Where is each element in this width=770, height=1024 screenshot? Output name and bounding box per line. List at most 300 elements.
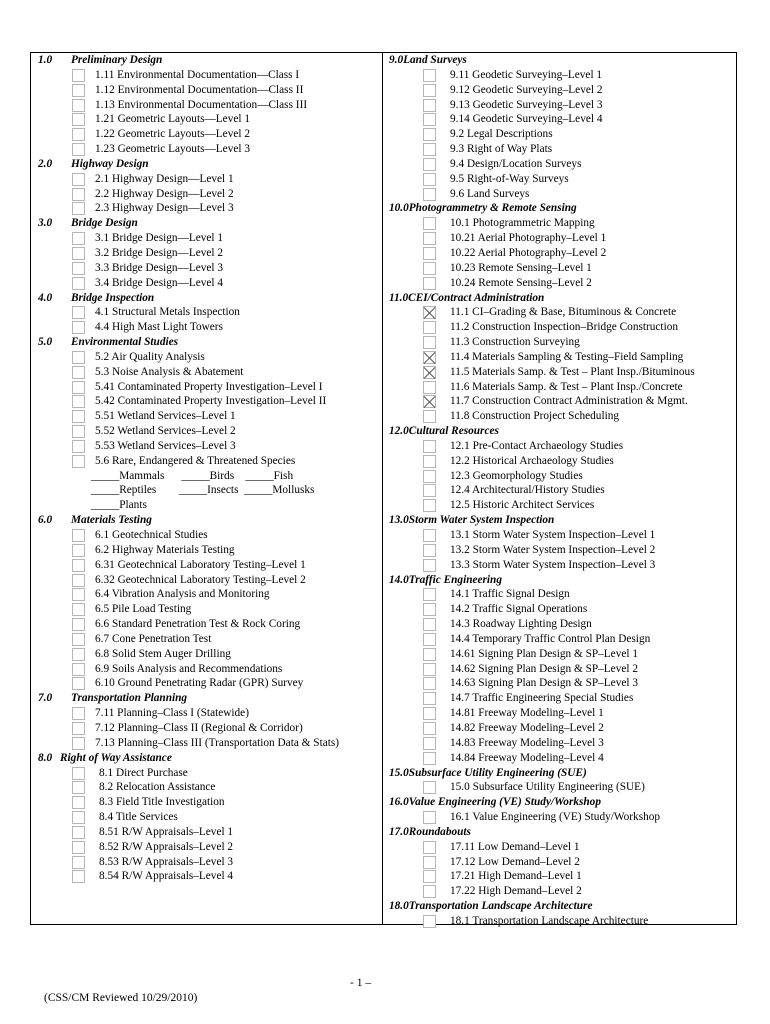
item-label: 9.11 Geodetic Surveying–Level 1 <box>450 68 603 81</box>
section-heading <box>389 573 734 588</box>
item-label: 9.14 Geodetic Surveying–Level 4 <box>450 113 603 126</box>
item-label: 17.12 Low Demand–Level 2 <box>450 855 580 868</box>
checklist-item <box>38 810 378 825</box>
checkbox[interactable] <box>423 470 436 483</box>
item-label: 5.41 Contaminated Property Investigation–Level I <box>95 380 323 393</box>
checkbox[interactable] <box>423 915 436 928</box>
checkbox[interactable] <box>72 648 85 661</box>
item-label: 12.3 Geomorphology Studies <box>450 469 583 482</box>
item-label: 6.10 Ground Penetrating Radar (GPR) Survey <box>95 677 304 690</box>
section-heading <box>389 201 734 216</box>
checkbox[interactable] <box>72 722 85 735</box>
left-column <box>38 53 378 884</box>
section-number: 3.0 <box>38 217 53 230</box>
checkbox[interactable] <box>423 588 436 601</box>
checkbox[interactable] <box>423 306 436 319</box>
section-heading <box>38 157 378 172</box>
species-options[interactable]: _____Mammals _____Birds _____Fish <box>91 469 294 482</box>
checklist-item <box>389 469 734 484</box>
checkbox[interactable] <box>423 395 436 408</box>
section-title: Materials Testing <box>71 514 152 527</box>
section-heading <box>38 53 378 68</box>
item-label: 2.2 Highway Design—Level 2 <box>95 187 234 200</box>
checklist-item <box>38 305 378 320</box>
section-number: 14.0 <box>389 573 409 586</box>
column-divider <box>382 52 383 925</box>
checklist-item <box>389 246 734 261</box>
checklist-item <box>389 706 734 721</box>
section-number: 5.0 <box>38 336 53 349</box>
item-label: 4.4 High Mast Light Towers <box>95 321 223 334</box>
section-title: Transportation Planning <box>71 692 188 705</box>
right-column <box>389 53 734 929</box>
checkbox[interactable] <box>423 410 436 423</box>
checkbox[interactable] <box>423 752 436 765</box>
checklist-item <box>38 261 378 276</box>
item-label: 18.1 Transportation Landscape Architecture <box>450 914 649 927</box>
checkbox[interactable] <box>423 707 436 720</box>
item-label: 6.1 Geotechnical Studies <box>95 529 208 541</box>
checkbox[interactable] <box>72 574 85 587</box>
checklist-item <box>38 780 378 795</box>
checkbox[interactable] <box>72 277 85 290</box>
checkbox[interactable] <box>72 173 85 186</box>
checkbox[interactable] <box>72 737 85 750</box>
checklist-item <box>389 112 734 127</box>
checklist-item <box>38 439 378 454</box>
page-number: - 1 – <box>350 977 372 989</box>
checkbox[interactable] <box>72 202 85 215</box>
item-label: 2.1 Highway Design—Level 1 <box>95 172 234 185</box>
section-title: Traffic Engineering <box>408 573 502 586</box>
checklist-item <box>389 721 734 736</box>
checkbox[interactable] <box>423 232 436 245</box>
checkbox[interactable] <box>423 544 436 557</box>
item-label: 6.9 Soils Analysis and Recommendations <box>95 662 283 675</box>
checkbox[interactable] <box>72 603 85 616</box>
checkbox[interactable] <box>423 559 436 572</box>
checklist-item <box>38 632 378 647</box>
section-number: 10.0 <box>389 202 409 215</box>
item-label: 13.2 Storm Water System Inspection–Level 2 <box>450 543 656 556</box>
checkbox[interactable] <box>72 544 85 557</box>
checklist-item <box>389 914 734 929</box>
item-label: 5.42 Contaminated Property Investigation–Level II <box>95 395 327 408</box>
item-label: 9.2 Legal Descriptions <box>450 128 553 141</box>
checkbox[interactable] <box>72 395 85 408</box>
checkbox[interactable] <box>423 440 436 453</box>
checkbox[interactable] <box>423 648 436 661</box>
section-heading <box>389 424 734 439</box>
checkbox[interactable] <box>423 99 436 112</box>
item-label: 6.6 Standard Penetration Test & Rock Coring <box>95 618 301 631</box>
item-label: 11.1 CI–Grading & Base, Bituminous & Concrete <box>450 306 677 319</box>
item-label: 11.8 Construction Project Scheduling <box>450 410 620 423</box>
checkbox[interactable] <box>423 811 436 824</box>
checkbox[interactable] <box>423 143 436 156</box>
item-label: 1.21 Geometric Layouts—Level 1 <box>95 113 250 126</box>
item-label: 14.61 Signing Plan Design & SP–Level 1 <box>450 647 638 660</box>
checklist-item <box>389 662 734 677</box>
checkbox[interactable] <box>423 336 436 349</box>
checkbox[interactable] <box>423 722 436 735</box>
section-title: Environmental Studies <box>71 336 179 349</box>
checkbox[interactable] <box>72 306 85 319</box>
checkbox[interactable] <box>423 321 436 334</box>
checklist-item <box>389 632 734 647</box>
item-label: 14.63 Signing Plan Design & SP–Level 3 <box>450 677 638 690</box>
checklist-item <box>38 825 378 840</box>
checklist-item <box>389 68 734 83</box>
item-label: 14.1 Traffic Signal Design <box>450 588 570 601</box>
section-heading <box>389 795 734 810</box>
item-label: 1.11 Environmental Documentation—Class I <box>95 68 300 81</box>
checkbox[interactable] <box>72 99 85 112</box>
checkbox[interactable] <box>72 796 85 809</box>
checkbox[interactable] <box>72 69 85 82</box>
checklist-item <box>38 365 378 380</box>
checklist-item <box>389 869 734 884</box>
checkbox[interactable] <box>72 232 85 245</box>
item-label: 10.22 Aerial Photography–Level 2 <box>450 246 607 259</box>
checkbox[interactable] <box>72 529 85 542</box>
checkbox[interactable] <box>72 663 85 676</box>
checkbox[interactable] <box>72 856 85 869</box>
checklist-item <box>389 305 734 320</box>
checklist-item <box>389 676 734 691</box>
checkbox[interactable] <box>423 841 436 854</box>
section-title: Land Surveys <box>403 54 467 66</box>
checkbox[interactable] <box>423 277 436 290</box>
checkbox[interactable] <box>72 143 85 156</box>
item-label: 8.51 R/W Appraisals–Level 1 <box>99 825 234 838</box>
checklist-item <box>389 736 734 751</box>
item-label: 5.51 Wetland Services–Level 1 <box>95 410 236 423</box>
checklist-item <box>38 231 378 246</box>
item-label: 1.23 Geometric Layouts—Level 3 <box>95 143 250 156</box>
item-label: 13.3 Storm Water System Inspection–Level 3 <box>450 558 656 571</box>
checkbox[interactable] <box>423 870 436 883</box>
section-heading <box>389 766 734 781</box>
section-heading <box>38 216 378 231</box>
checklist-item <box>389 409 734 424</box>
section-heading <box>38 751 378 766</box>
section-title: Preliminary Design <box>71 54 163 66</box>
checklist-item <box>389 231 734 246</box>
item-label: 7.11 Planning–Class I (Statewide) <box>95 707 249 720</box>
checklist-item <box>389 276 734 291</box>
checklist-item <box>38 83 378 98</box>
section-title: Bridge Design <box>71 217 138 230</box>
item-label: 3.4 Bridge Design—Level 4 <box>95 276 224 289</box>
checkbox[interactable] <box>72 381 85 394</box>
checklist-item <box>389 142 734 157</box>
item-label: 9.6 Land Surveys <box>450 187 530 200</box>
item-label: 6.32 Geotechnical Laboratory Testing–Level 2 <box>95 573 306 586</box>
checklist-item <box>38 394 378 409</box>
section-number: 16.0 <box>389 796 409 809</box>
checklist-item <box>38 617 378 632</box>
item-label: 11.3 Construction Surveying <box>450 336 580 349</box>
item-label: 5.53 Wetland Services–Level 3 <box>95 439 236 452</box>
item-label: 8.4 Title Services <box>99 811 178 824</box>
checkbox[interactable] <box>72 826 85 839</box>
checklist-item <box>38 543 378 558</box>
checklist-item <box>38 454 378 469</box>
checkbox[interactable] <box>423 351 436 364</box>
item-label: 8.52 R/W Appraisals–Level 2 <box>99 840 234 853</box>
checkbox[interactable] <box>423 84 436 97</box>
checklist-item <box>38 142 378 157</box>
section-heading <box>389 513 734 528</box>
section-number: 2.0 <box>38 157 53 170</box>
checklist-item <box>38 98 378 113</box>
item-label: 3.1 Bridge Design—Level 1 <box>95 232 224 245</box>
species-line <box>38 469 378 484</box>
item-label: 1.12 Environmental Documentation—Class II <box>95 83 304 96</box>
checkbox[interactable] <box>423 618 436 631</box>
item-label: 9.4 Design/Location Surveys <box>450 157 582 170</box>
checklist-item <box>389 855 734 870</box>
section-title: Cultural Resources <box>408 425 499 438</box>
checkbox[interactable] <box>72 455 85 468</box>
item-label: 5.2 Air Quality Analysis <box>95 350 205 363</box>
section-number: 8.0 <box>38 751 53 764</box>
checklist-item <box>389 83 734 98</box>
checklist-item <box>38 766 378 781</box>
item-label: 11.4 Materials Sampling & Testing–Field Sampling <box>450 350 684 363</box>
review-note: (CSS/CM Reviewed 10/29/2010) <box>44 992 198 1004</box>
checkbox[interactable] <box>423 173 436 186</box>
item-label: 8.3 Field Title Investigation <box>99 796 225 809</box>
section-number: 12.0 <box>389 425 409 438</box>
species-options[interactable]: _____Plants <box>91 499 147 512</box>
checkbox[interactable] <box>72 870 85 883</box>
checklist-item <box>38 246 378 261</box>
checkbox[interactable] <box>72 188 85 201</box>
checklist-item <box>38 602 378 617</box>
checkbox[interactable] <box>423 366 436 379</box>
checkbox[interactable] <box>423 158 436 171</box>
checklist-item <box>389 394 734 409</box>
checkbox[interactable] <box>72 321 85 334</box>
checkbox[interactable] <box>423 781 436 794</box>
item-label: 14.82 Freeway Modeling–Level 2 <box>450 721 604 734</box>
checklist-item <box>38 350 378 365</box>
checklist-item <box>389 528 734 543</box>
checkbox[interactable] <box>72 781 85 794</box>
checkbox[interactable] <box>72 841 85 854</box>
checkbox[interactable] <box>72 128 85 141</box>
item-label: 12.1 Pre-Contact Archaeology Studies <box>450 439 624 452</box>
checklist-item <box>38 840 378 855</box>
item-label: 9.13 Geodetic Surveying–Level 3 <box>450 98 603 111</box>
item-label: 14.3 Roadway Lighting Design <box>450 618 592 631</box>
section-number: 13.0 <box>389 514 409 527</box>
checklist-item <box>389 884 734 899</box>
checkbox[interactable] <box>423 529 436 542</box>
checklist-item <box>389 127 734 142</box>
checklist-item <box>389 780 734 795</box>
checklist-item <box>38 573 378 588</box>
checklist-item <box>38 676 378 691</box>
section-number: 4.0 <box>38 291 53 304</box>
checklist-item <box>38 528 378 543</box>
checkbox[interactable] <box>72 113 85 126</box>
section-heading <box>38 513 378 528</box>
item-label: 10.24 Remote Sensing–Level 2 <box>450 276 592 289</box>
species-options[interactable]: _____Reptiles _____Insects _____Mollusks <box>91 484 315 497</box>
section-title: Right of Way Assistance <box>60 751 172 764</box>
checklist-item <box>389 439 734 454</box>
checkbox[interactable] <box>72 247 85 260</box>
checkbox[interactable] <box>72 262 85 275</box>
item-label: 11.2 Construction Inspection–Bridge Construction <box>450 321 679 334</box>
item-label: 12.4 Architectural/History Studies <box>450 484 605 497</box>
checkbox[interactable] <box>72 811 85 824</box>
checkbox[interactable] <box>423 455 436 468</box>
item-label: 9.12 Geodetic Surveying–Level 2 <box>450 83 603 96</box>
item-label: 9.3 Right of Way Plats <box>450 143 553 156</box>
item-label: 17.11 Low Demand–Level 1 <box>450 840 580 853</box>
item-label: 7.12 Planning–Class II (Regional & Corridor) <box>95 721 303 734</box>
checklist-item <box>389 320 734 335</box>
checklist-item <box>38 187 378 202</box>
checkbox[interactable] <box>423 128 436 141</box>
checkbox[interactable] <box>72 767 85 780</box>
checklist-item <box>389 350 734 365</box>
checklist-item <box>389 810 734 825</box>
item-label: 8.53 R/W Appraisals–Level 3 <box>99 855 234 868</box>
checklist-item <box>389 498 734 513</box>
item-label: 14.4 Temporary Traffic Control Plan Design <box>450 632 651 645</box>
item-label: 12.5 Historic Architect Services <box>450 499 595 512</box>
item-label: 3.2 Bridge Design—Level 2 <box>95 246 224 259</box>
checkbox[interactable] <box>423 633 436 646</box>
checkbox[interactable] <box>423 381 436 394</box>
checklist-item <box>38 706 378 721</box>
checkbox[interactable] <box>72 677 85 690</box>
checkbox[interactable] <box>72 366 85 379</box>
checklist-item <box>38 112 378 127</box>
checklist-item <box>38 320 378 335</box>
checkbox[interactable] <box>423 499 436 512</box>
item-label: 10.21 Aerial Photography–Level 1 <box>450 232 607 245</box>
checklist-item <box>389 365 734 380</box>
item-label: 2.3 Highway Design—Level 3 <box>95 202 234 215</box>
checkbox[interactable] <box>423 217 436 230</box>
checkbox[interactable] <box>72 410 85 423</box>
section-title: Storm Water System Inspection <box>408 514 555 527</box>
checklist-item <box>38 558 378 573</box>
checklist-item <box>389 483 734 498</box>
section-title: CEI/Contract Administration <box>408 291 545 304</box>
section-title: Value Engineering (VE) Study/Workshop <box>408 796 601 809</box>
checkbox[interactable] <box>423 69 436 82</box>
checkbox[interactable] <box>423 737 436 750</box>
checklist-item <box>38 647 378 662</box>
section-title: Roundabouts <box>408 825 471 838</box>
item-label: 17.21 High Demand–Level 1 <box>450 870 582 883</box>
item-label: 10.1 Photogrammetric Mapping <box>450 217 595 230</box>
item-label: 7.13 Planning–Class III (Transportation Data & Stats) <box>95 736 340 749</box>
checkbox[interactable] <box>423 663 436 676</box>
checkbox[interactable] <box>423 262 436 275</box>
checkbox[interactable] <box>423 692 436 705</box>
section-heading <box>389 53 734 68</box>
checkbox[interactable] <box>72 84 85 97</box>
section-number: 18.0 <box>389 900 409 913</box>
checklist-item <box>389 172 734 187</box>
checkbox[interactable] <box>423 677 436 690</box>
species-line <box>38 483 378 498</box>
checklist-item <box>38 587 378 602</box>
species-line <box>38 498 378 513</box>
item-label: 3.3 Bridge Design—Level 3 <box>95 261 224 274</box>
checkbox[interactable] <box>72 633 85 646</box>
checklist-item <box>38 424 378 439</box>
item-label: 8.2 Relocation Assistance <box>99 781 216 794</box>
checkbox[interactable] <box>72 559 85 572</box>
checklist-item <box>389 157 734 172</box>
checkbox[interactable] <box>423 484 436 497</box>
checklist-item <box>38 68 378 83</box>
checkbox[interactable] <box>423 885 436 898</box>
section-title: Photogrammetry & Remote Sensing <box>408 202 577 215</box>
item-label: 14.84 Freeway Modeling–Level 4 <box>450 751 604 764</box>
checklist-item <box>389 587 734 602</box>
checklist-item <box>389 602 734 617</box>
item-label: 13.1 Storm Water System Inspection–Level 1 <box>450 529 656 541</box>
checklist-item <box>389 216 734 231</box>
item-label: 14.81 Freeway Modeling–Level 1 <box>450 707 604 720</box>
checklist-item <box>389 98 734 113</box>
checkbox[interactable] <box>72 425 85 438</box>
checkbox[interactable] <box>423 188 436 201</box>
item-label: 4.1 Structural Metals Inspection <box>95 306 240 319</box>
checklist-item <box>38 127 378 142</box>
checkbox[interactable] <box>72 588 85 601</box>
checklist-item <box>389 691 734 706</box>
checkbox[interactable] <box>72 618 85 631</box>
item-label: 6.2 Highway Materials Testing <box>95 543 235 556</box>
checkbox[interactable] <box>72 707 85 720</box>
item-label: 14.7 Traffic Engineering Special Studies <box>450 692 634 705</box>
item-label: 10.23 Remote Sensing–Level 1 <box>450 261 592 274</box>
checkbox[interactable] <box>423 113 436 126</box>
checklist-item <box>389 187 734 202</box>
checkbox[interactable] <box>72 440 85 453</box>
checkbox[interactable] <box>423 247 436 260</box>
section-number: 1.0 <box>38 54 53 66</box>
item-label: 11.5 Materials Samp. & Test – Plant Insp./Bituminous <box>450 365 695 378</box>
checklist-item <box>38 380 378 395</box>
section-heading <box>389 825 734 840</box>
checkbox[interactable] <box>423 603 436 616</box>
checkbox[interactable] <box>423 856 436 869</box>
item-label: 14.2 Traffic Signal Operations <box>450 603 588 616</box>
item-label: 6.7 Cone Penetration Test <box>95 632 212 645</box>
checkbox[interactable] <box>72 351 85 364</box>
section-heading <box>38 691 378 706</box>
item-label: 14.62 Signing Plan Design & SP–Level 2 <box>450 662 638 675</box>
checklist-item <box>389 647 734 662</box>
section-title: Transportation Landscape Architecture <box>408 900 593 913</box>
checklist-item <box>389 335 734 350</box>
section-number: 6.0 <box>38 514 53 527</box>
section-number: 15.0 <box>389 766 409 779</box>
checklist-item <box>389 454 734 469</box>
